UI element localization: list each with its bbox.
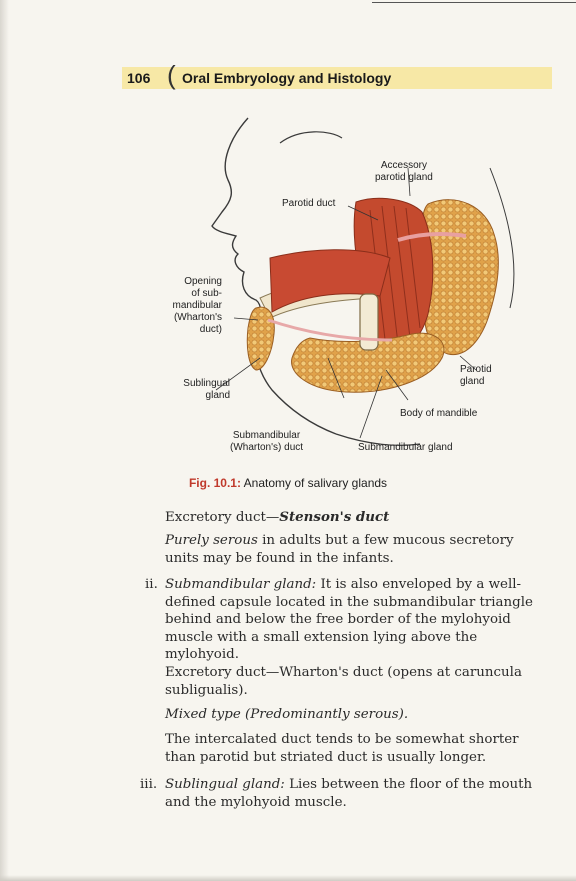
label-body-of-mandible: Body of mandible — [400, 408, 478, 419]
item-number-iii: iii. — [140, 777, 158, 792]
label-submandibular-gland: Submandibular gland — [358, 442, 453, 453]
label-submandibular-duct: Submandibular (Wharton's) duct — [230, 430, 304, 453]
serous-paragraph-text: in adults but a few mucous secretory units may be found in the infants. — [165, 533, 514, 566]
bone-section — [360, 294, 378, 350]
figure-number: Fig. 10.1: — [188, 476, 241, 490]
label-parotid-duct: Parotid duct — [282, 198, 336, 209]
header-bracket: ( — [167, 60, 176, 90]
salivary-gland-figure — [160, 108, 540, 468]
label-opening-submandibular: Opening of sub- mandibular (Wharton's duct) — [172, 276, 222, 335]
submandibular-gland-text: It is also enveloped by a well-defined capsule located in the submandibular triangle behind and below the free border of the mylohyoid muscle with a small extension lying above the mylohyoid. — [165, 577, 533, 662]
purely-serous-term: Purely serous — [165, 533, 258, 548]
top-rule — [372, 2, 576, 3]
serous-paragraph — [165, 532, 550, 567]
bottom-shadow — [0, 875, 576, 881]
sublingual-gland-paragraph — [165, 776, 550, 811]
excretory-duct-prefix: Excretory duct— — [165, 510, 280, 525]
item-number-ii: ii. — [145, 577, 158, 592]
page-number: 106 — [127, 70, 151, 86]
submandibular-gland-term: Submandibular gland: — [165, 577, 317, 592]
label-accessory-parotid: Accessory parotid gland — [375, 160, 433, 183]
mixed-type-paragraph: Mixed type (Predominantly serous). — [165, 707, 409, 722]
binding-shadow — [0, 0, 9, 881]
label-sublingual-gland: Sublingual gland — [183, 378, 230, 401]
running-title: Oral Embryology and Histology — [182, 70, 392, 86]
submandibular-gland-paragraph — [165, 576, 550, 664]
sublingual-gland-term: Sublingual gland: — [165, 777, 285, 792]
sublingual-gland-text: Lies between the floor of the mouth and the mylohyoid muscle. — [165, 777, 533, 810]
label-parotid-gland: Parotid gland — [460, 364, 492, 387]
excretory-duct-paragraph — [165, 509, 550, 527]
intercalated-duct-paragraph: The intercalated duct tends to be somewhat shorter than parotid but striated duct is usually longer. — [165, 732, 519, 765]
sublingual-gland-shape — [247, 307, 274, 370]
stensons-duct-term: Stenson's duct — [279, 509, 390, 525]
ear-outline — [280, 132, 342, 143]
figure-caption — [0, 476, 576, 490]
figure-caption-text: Anatomy of salivary glands — [240, 476, 388, 490]
whartons-duct-paragraph: Excretory duct—Wharton's duct (opens at caruncula subligualis). — [165, 665, 522, 698]
